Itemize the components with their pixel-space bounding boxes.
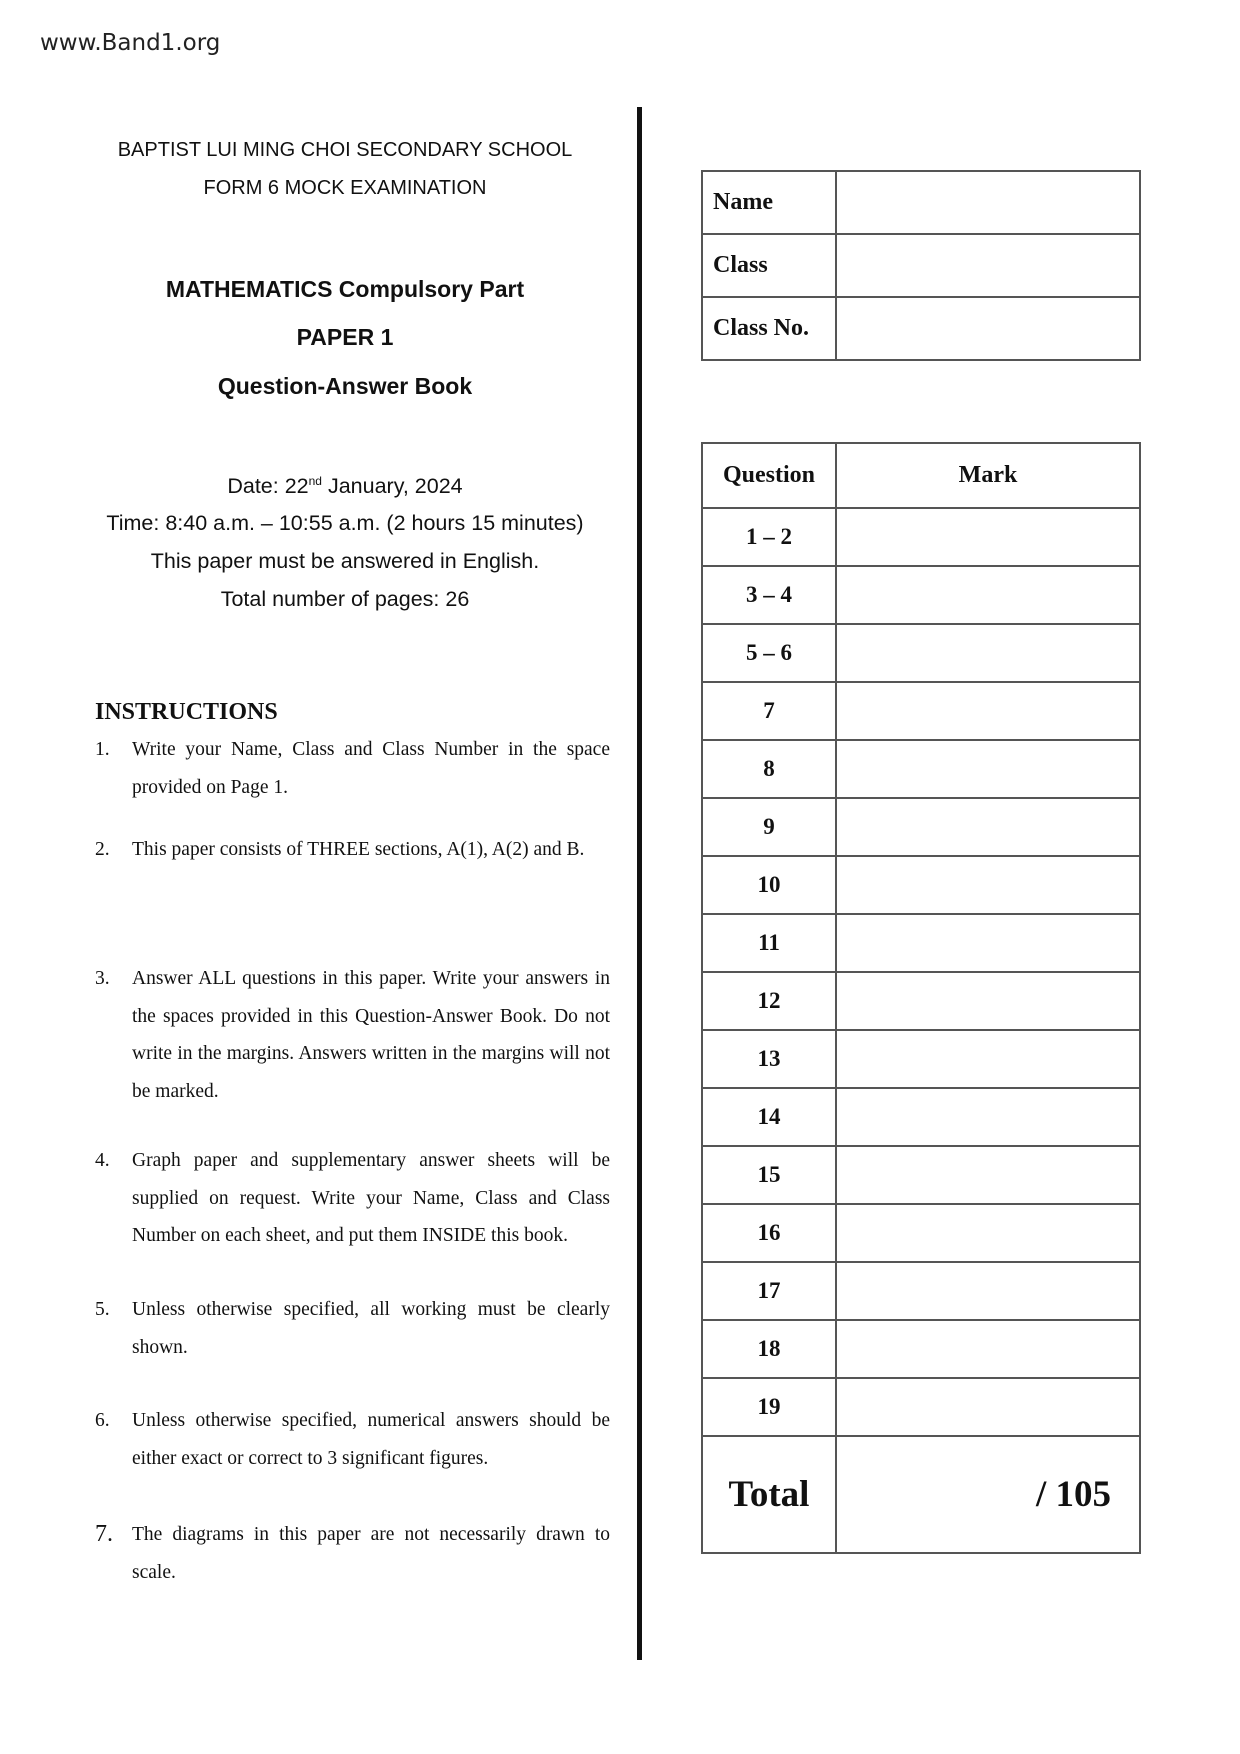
instruction-number: 2.	[95, 839, 110, 860]
mark-cell[interactable]	[836, 1146, 1140, 1204]
instruction-item	[95, 1402, 610, 1477]
field-label: Name	[702, 171, 836, 234]
mark-cell[interactable]	[836, 914, 1140, 972]
mark-row	[702, 1030, 1140, 1088]
instruction-item	[95, 960, 610, 1110]
exam-name: FORM 6 MOCK EXAMINATION	[203, 177, 487, 199]
student-info-row	[702, 171, 1140, 234]
question-number: 8	[702, 740, 836, 798]
language-note: This paper must be answered in English.	[150, 549, 540, 573]
total-mark[interactable]: / 105	[836, 1436, 1140, 1553]
mark-row	[702, 682, 1140, 740]
question-number: 3 – 4	[702, 566, 836, 624]
mark-row	[702, 740, 1140, 798]
mark-cell[interactable]	[836, 682, 1140, 740]
mark-row	[702, 856, 1140, 914]
question-number: 1 – 2	[702, 508, 836, 566]
question-number: 11	[702, 914, 836, 972]
instruction-text: Graph paper and supplementary answer sheets will be supplied on request. Write your Name, Class and Class Number on each sheet, and put them INSIDE this book.	[132, 1150, 610, 1246]
instruction-item	[95, 831, 610, 869]
mark-cell[interactable]	[836, 798, 1140, 856]
instruction-item	[95, 1142, 610, 1255]
field-input-name[interactable]	[836, 171, 1140, 234]
mark-row	[702, 1146, 1140, 1204]
mark-cell[interactable]	[836, 972, 1140, 1030]
instruction-number: 1.	[95, 739, 110, 760]
instruction-number: 4.	[95, 1150, 110, 1171]
paper-number: PAPER 1	[296, 324, 394, 350]
instruction-item	[95, 731, 610, 806]
field-label: Class	[702, 234, 836, 297]
mark-cell[interactable]	[836, 1204, 1140, 1262]
mark-cell[interactable]	[836, 1320, 1140, 1378]
mark-table-header	[702, 443, 1140, 508]
question-number: 13	[702, 1030, 836, 1088]
question-number: 17	[702, 1262, 836, 1320]
question-header: Question	[702, 443, 836, 508]
question-number: 5 – 6	[702, 624, 836, 682]
date-ordinal: nd	[308, 474, 322, 488]
instruction-number: 3.	[95, 968, 110, 989]
mark-cell[interactable]	[836, 1378, 1140, 1436]
mark-cell[interactable]	[836, 1262, 1140, 1320]
question-number: 19	[702, 1378, 836, 1436]
mark-cell[interactable]	[836, 740, 1140, 798]
mark-row	[702, 972, 1140, 1030]
student-info-table	[701, 170, 1141, 361]
mark-row	[702, 508, 1140, 566]
field-label: Class No.	[702, 297, 836, 360]
instruction-text: Unless otherwise specified, all working must be clearly shown.	[132, 1299, 610, 1358]
instruction-number: 6.	[95, 1410, 110, 1431]
field-input-class-no[interactable]	[836, 297, 1140, 360]
instruction-number: 7.	[95, 1521, 113, 1547]
mark-cell[interactable]	[836, 856, 1140, 914]
exam-date	[85, 474, 605, 499]
mark-cell[interactable]	[836, 566, 1140, 624]
question-number: 10	[702, 856, 836, 914]
mark-row	[702, 798, 1140, 856]
instruction-text: Unless otherwise specified, numerical answers should be either exact or correct to 3 significant figures.	[132, 1410, 610, 1469]
question-number: 15	[702, 1146, 836, 1204]
watermark: www.Band1.org	[40, 30, 221, 56]
mark-row	[702, 1088, 1140, 1146]
mark-table	[701, 442, 1141, 1554]
instruction-text: This paper consists of THREE sections, A(1), A(2) and B.	[132, 839, 585, 860]
field-input-class[interactable]	[836, 234, 1140, 297]
instruction-text: The diagrams in this paper are not necessarily drawn to scale.	[132, 1524, 610, 1583]
question-number: 9	[702, 798, 836, 856]
mark-row	[702, 1204, 1140, 1262]
question-number: 18	[702, 1320, 836, 1378]
question-number: 14	[702, 1088, 836, 1146]
exam-time: Time: 8:40 a.m. – 10:55 a.m. (2 hours 15 minutes)	[106, 511, 584, 535]
mark-cell[interactable]	[836, 1088, 1140, 1146]
mark-row	[702, 566, 1140, 624]
student-info-row	[702, 234, 1140, 297]
total-row	[702, 1436, 1140, 1553]
date-prefix: Date: 22	[227, 474, 309, 498]
instruction-item	[95, 1516, 610, 1591]
question-number: 16	[702, 1204, 836, 1262]
instructions-title: INSTRUCTIONS	[95, 699, 278, 725]
date-suffix: January, 2024	[321, 474, 463, 498]
question-number: 12	[702, 972, 836, 1030]
page-divider	[637, 107, 642, 1660]
mark-row	[702, 1320, 1140, 1378]
question-number: 7	[702, 682, 836, 740]
instruction-text: Answer ALL questions in this paper. Write your answers in the spaces provided in this Question-Answer Book. Do not write in the margins. Answers written in the margins will not be marked.	[132, 968, 610, 1102]
book-title: Question-Answer Book	[217, 373, 473, 399]
total-label: Total	[702, 1436, 836, 1553]
mark-row	[702, 1262, 1140, 1320]
mark-header: Mark	[836, 443, 1140, 508]
school-name: BAPTIST LUI MING CHOI SECONDARY SCHOOL	[117, 139, 573, 161]
mark-row	[702, 1378, 1140, 1436]
mark-row	[702, 914, 1140, 972]
mark-cell[interactable]	[836, 1030, 1140, 1088]
mark-row	[702, 624, 1140, 682]
student-info-row	[702, 297, 1140, 360]
instruction-number: 5.	[95, 1299, 110, 1320]
instruction-item	[95, 1291, 610, 1366]
subject-title: MATHEMATICS Compulsory Part	[165, 276, 525, 302]
mark-cell[interactable]	[836, 624, 1140, 682]
mark-cell[interactable]	[836, 508, 1140, 566]
page-count: Total number of pages: 26	[220, 587, 470, 611]
instruction-text: Write your Name, Class and Class Number in the space provided on Page 1.	[132, 739, 610, 798]
